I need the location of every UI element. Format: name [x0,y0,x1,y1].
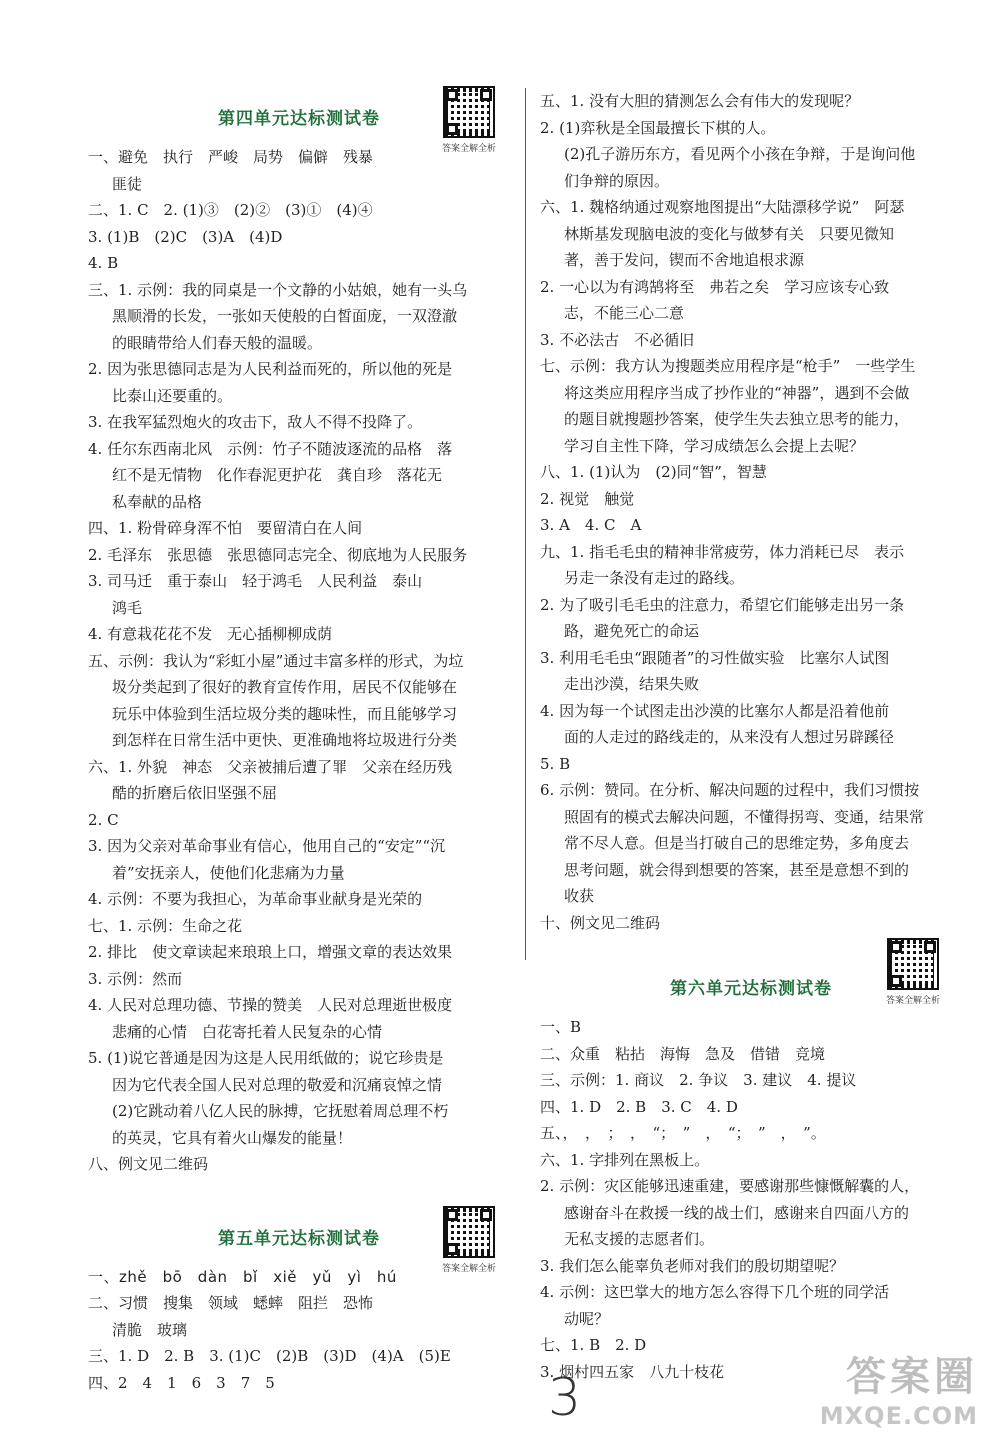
answer-line: 八、1. (1)认为 (2)同“智”，智慧 [540,463,767,481]
answer-line: 将这类应用程序当成了抄作业的“神器”，遇到不会做 [564,383,910,402]
answer-line: (2)孔子游历东方，看见两个小孩在争辩，于是询问他 [564,145,916,163]
answer-line: 六、1. 外貌 神态 父亲被捕后遭了罪 父亲在经历残 [88,757,453,776]
answer-line: 学习自主性下降，学习成绩怎么会提上去呢？ [564,436,865,455]
answer-line: 收获 [564,887,595,905]
answer-line: 四、2 4 1 6 3 7 5 [88,1373,275,1392]
watermark [820,1345,978,1430]
answer-line: 圾分类起到了很好的教育宣传作用，居民不仅能够在 [112,678,458,696]
answer-line: 2. 示例：灾区能够迅速重建，要感谢那些慷慨解囊的人， [540,1177,920,1195]
watermark-logo: 答案圈 [846,1354,978,1400]
answer-line: 4. 示例：不要为我担心，为革命事业献身是光荣的 [88,890,423,908]
qr-code-icon [443,86,495,138]
answer-line: 四、1. D 2. B 3. C 4. D [540,1097,738,1116]
unit5-title: 第五单元达标测试卷 [218,1228,380,1249]
answer-line: 面的人走过的路线走的，从来没有人想过另辟蹊径 [564,728,895,746]
unit4-title: 第四单元达标测试卷 [218,109,380,129]
answer-line: 酷的折磨后依旧坚强不屈 [112,784,278,802]
answer-line: 3. 司马迁 重于泰山 轻于鸿毛 人民利益 泰山 [88,572,423,590]
answer-line: 4. 示例：这巴掌大的地方怎么容得下几个班的同学活 [540,1283,890,1301]
answer-line: 二、习惯 搜集 领域 蟋蟀 阻拦 恐怖 [88,1294,374,1312]
unit6-title: 第六单元达标测试卷 [670,979,832,999]
answer-line: 2. 一心以为有鸿鹄将至 弗若之矣 学习应该专心致 [540,277,890,296]
answer-line: 红不是无情物 化作春泥更护花 龚自珍 落花无 [112,466,443,484]
answer-line: 6. 示例：赞同。在分析、解决问题的过程中，我们习惯按 [540,781,920,799]
answer-line: 玩乐中体验到生活垃圾分类的趣味性，而且能够学习 [112,704,458,723]
answer-line: 4. 任尔东西南北风 示例：竹子不随波逐流的品格 落 [88,439,453,458]
answer-line: 3. 示例：然而 [88,969,183,988]
qr-code-icon [887,938,939,990]
answer-line: 路，避免死亡的命运 [564,622,700,640]
qr-caption: 答案全解全析 [441,144,496,154]
answer-line: 2. 视觉 触觉 [540,489,635,508]
answer-line: 2. 因为张思德同志是为人民利益而死的，所以他的死是 [88,360,453,378]
answer-line: 著，善于发问，锲而不舍地追根求源 [564,251,805,269]
qr-caption: 答案全解全析 [885,996,940,1006]
answer-line: 3. 因为父亲对革命事业有信心，他用自己的“安定”“沉 [88,837,446,855]
answer-line: 照固有的模式去解决问题，不懂得拐弯、变通，结果常 [564,807,925,826]
answer-line: 3. 在我军猛烈炮火的攻击下，敌人不得不投降了。 [88,413,423,431]
unit5-header [88,1208,508,1274]
answer-line: 3. A 4. C A [540,516,642,534]
answer-line: 3. 烟村四五家 八九十枝花 [540,1362,725,1381]
answer-line: 2. C [88,810,119,829]
answer-line: 七、1. 示例：生命之花 [88,916,243,935]
answer-line: 4. B [88,254,119,272]
answer-line: 鸿毛 [112,598,143,617]
answer-line: (2)它跳动着八亿人民的脉搏，它抚慰着周总理不朽 [112,1102,449,1120]
answer-line: 2. 毛泽东 张思德 张思德同志完全、彻底地为人民服务 [88,545,468,564]
answer-line: 3. 利用毛毛虫“跟随者”的习性做实验 比塞尔人试图 [540,648,890,667]
qr-code-icon [443,1206,495,1258]
answer-line: 常不尽人意。但是当打破自己的思维定势，多角度去 [564,834,910,852]
right-column [540,88,960,1385]
answer-line: 3. 不必法古 不必循旧 [540,330,695,349]
answer-line: 因为它代表全国人民对总理的敬爱和沉痛哀悼之情 [112,1075,443,1094]
answer-line: 感谢奋斗在救援一线的战士们，感谢来自四面八方的 [564,1203,910,1222]
answer-line: 另走一条没有走过的路线。 [564,569,745,587]
answer-line: 三、1. 示例：我的同桌是一个文静的小姑娘，她有一头乌 [88,280,468,299]
answer-line: 十、例文见二维码 [540,913,661,932]
unit6-header [540,958,960,1014]
answer-line: 五、， ， ； ， “； ” ， “； ” ， ”。 [540,1124,826,1142]
column-divider [525,88,526,960]
answer-line: 无私支援的志愿者们。 [564,1230,715,1248]
answer-line: 八、例文见二维码 [88,1155,209,1173]
answer-line: 4. 因为每一个试图走出沙漠的比塞尔人都是沿着他前 [540,701,890,720]
answer-line: 一、B [540,1018,582,1036]
answer-line: 的英灵，它具有着火山爆发的能量！ [112,1128,353,1147]
answer-line: 五、示例：我认为“彩虹小屋”通过丰富多样的形式，为垃 [88,651,464,670]
answer-line: 5. B [540,754,571,773]
answer-line: 志，不能三心二意 [564,304,685,322]
answer-line: 私奉献的品格 [112,492,203,511]
answer-line: 二、众重 粘拈 海悔 急及 借错 竞境 [540,1044,826,1063]
answer-line: 2. (1)弈秋是全国最擅长下棋的人。 [540,118,776,137]
answer-line: 悲痛的心情 白花寄托着人民复杂的心情 [112,1022,383,1041]
unit6-answers [540,1014,960,1385]
answer-line: 动呢？ [564,1309,610,1328]
answer-line: 六、1. 字排列在黑板上。 [540,1150,710,1169]
answer-line: 五、1. 没有大胆的猜测怎么会有伟大的发现呢？ [540,92,860,110]
answer-line: 着”安抚亲人，使他们化悲痛为力量 [112,863,345,882]
answer-line: 2. 为了吸引毛毛虫的注意力，希望它们能够走出另一条 [540,595,905,614]
answer-line: 九、1. 指毛毛虫的精神非常疲劳，体力消耗已尽 表示 [540,542,905,561]
answer-line: 思考问题，就会得到想要的答案，甚至是意想不到的 [564,860,910,879]
answer-line: 三、1. D 2. B 3. (1)C (2)B (3)D (4)A (5)E [88,1347,451,1365]
answer-line: 二、1. C 2. (1)③ (2)② (3)① (4)④ [88,201,373,219]
watermark-site: MXQE.COM [819,1402,978,1430]
answer-line: 3. (1)B (2)C (3)A (4)D [88,227,283,246]
unit4-header [88,88,508,154]
answer-line: 走出沙漠，结果失败 [564,675,700,693]
answer-line: 四、1. 粉骨碎身浑不怕 要留清白在人间 [88,519,363,537]
answer-line: 3. 我们怎么能辜负老师对我们的殷切期望呢？ [540,1256,845,1275]
unit6-qr[interactable] [880,938,946,1006]
unit5-answers-part2 [540,88,960,936]
answer-line: 一、zhě bō dàn bǐ xiě yǔ yì hú [88,1267,397,1286]
answer-line: 七、示例：我方认为搜题类应用程序是“枪手” 一些学生 [540,357,916,375]
qr-caption: 答案全解全析 [441,1263,496,1274]
answer-line: 七、1. B 2. D [540,1336,647,1354]
unit5-qr[interactable] [436,1206,502,1274]
unit4-qr[interactable] [436,86,502,154]
answer-line: 黑顺滑的长发，一张如天使般的白皙面庞，一双澄澈 [112,307,458,325]
answer-line: 六、1. 魏格纳通过观察地图提出“大陆漂移学说” 阿瑟 [540,198,905,216]
page-number: 3 [548,1368,582,1428]
answer-line: 林斯基发现脑电波的变化与做梦有关 只要见微知 [564,224,895,243]
answer-line: 4. 有意栽花花不发 无心插柳柳成荫 [88,625,333,643]
answer-line: 们争辩的原因。 [564,171,670,190]
answer-line: 三、示例：1. 商议 2. 争议 3. 建议 4. 提议 [540,1071,857,1089]
answer-line: 匪徒 [112,174,143,193]
answer-line: 2. 排比 使文章读起来琅琅上口，增强文章的表达效果 [88,943,453,961]
answer-line: 5. (1)说它普通是因为这是人民用纸做的；说它珍贵是 [88,1049,444,1067]
answer-line: 比泰山还要重的。 [112,386,233,405]
left-column [88,88,508,1396]
answer-line: 的眼睛带给人们春天般的温暖。 [112,333,323,352]
answer-line: 到怎样在日常生活中更快、更准确地将垃圾进行分类 [112,731,458,749]
unit4-answers [88,144,508,1178]
answer-line: 清脆 玻璃 [112,1320,188,1339]
answer-line: 4. 人民对总理功德、节操的赞美 人民对总理逝世极度 [88,996,453,1014]
answer-line: 一、避免 执行 严峻 局势 偏僻 残暴 [88,148,374,166]
answer-line: 的题目就搜题抄答案，使学生失去独立思考的能力， [564,410,910,428]
unit5-answers-part1 [88,1264,508,1397]
